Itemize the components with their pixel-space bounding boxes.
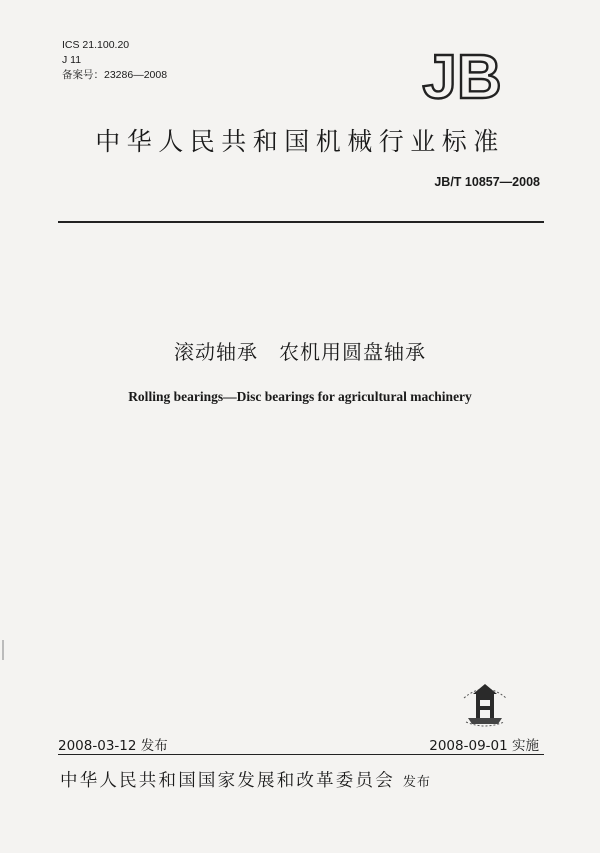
standard-code: JB/T 10857—2008 — [434, 175, 540, 189]
ccs-code: J 11 — [62, 54, 82, 66]
jb-logo — [408, 44, 516, 106]
publisher-suffix: 发布 — [402, 775, 431, 790]
publisher-emblem-icon — [456, 678, 514, 730]
top-divider — [58, 221, 544, 223]
publisher — [60, 767, 431, 792]
ics-code: ICS 21.100.20 — [62, 39, 130, 51]
scan-artifact — [2, 640, 4, 660]
implementation-date: 2008-09-01 实施 — [429, 738, 539, 754]
publisher-name: 中华人民共和国国家发展和改革委员会 — [60, 771, 395, 791]
record-number: 备案号：23286—2008 — [62, 69, 168, 81]
bottom-divider — [58, 754, 544, 755]
title-english: Rolling bearings—Disc bearings for agricultural machinery — [128, 389, 472, 404]
issue-date: 2008-03-12 发布 — [58, 738, 168, 754]
svg-text:JB: JB — [422, 44, 502, 106]
title-chinese: 滚动轴承 农机用圆盘轴承 — [174, 340, 426, 364]
organization-title: 中华人民共和国机械行业标准 — [95, 127, 505, 156]
